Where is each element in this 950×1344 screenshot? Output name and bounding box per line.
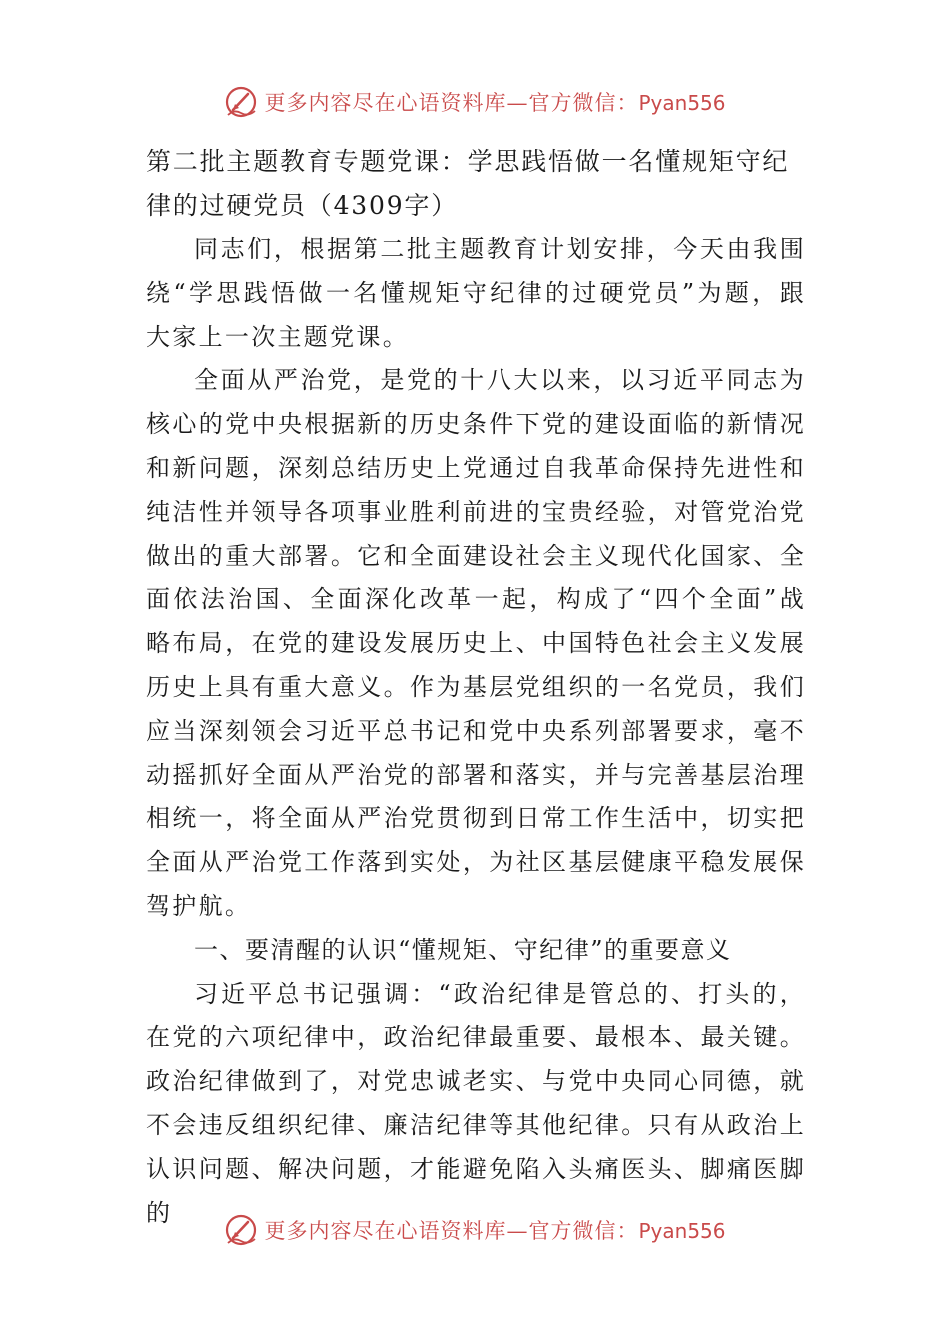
document-title: 第二批主题教育专题党课：学思践悟做一名懂规矩守纪律的过硬党员（4309字） bbox=[146, 147, 790, 220]
header-banner-wechat-id: Pyan556 bbox=[638, 91, 726, 115]
pen-circle-logo-icon bbox=[224, 85, 258, 119]
paragraph-after-heading: 习近平总书记强调：“政治纪律是管总的、打头的，在党的六项纪律中，政治纪律最重要、最根本、最关键。政治纪律做到了，对党忠诚老实、与党中央同心同德，就不会违反组织纪律、廉洁纪律等其他纪律。只有从政治上认识问题、解决问题，才能避免陷入头痛医头、脚痛医脚的 bbox=[146, 979, 806, 1227]
pen-circle-logo-icon bbox=[224, 1213, 258, 1247]
footer-banner-wechat-id: Pyan556 bbox=[638, 1219, 726, 1243]
section-heading: 一、要清醒的认识“懂规矩、守纪律”的重要意义 bbox=[194, 935, 732, 964]
paragraph-main: 全面从严治党，是党的十八大以来，以习近平同志为核心的党中央根据新的历史条件下党的建设面临的新情况和新问题，深刻总结历史上党通过自我革命保持先进性和纯洁性并领导各项事业胜利前进的宝贵经验，对管党治党做出的重大部署。它和全面建设社会主义现代化国家、全面依法治国、全面深化改革一起，构成了“四个全面”战略布局，在党的建设发展历史上、中国特色社会主义发展历史上具有重大意义。作为基层党组织的一名党员，我们应当深刻领会习近平总书记和党中央系列部署要求，毫不动摇抓好全面从严治党的部署和落实，并与完善基层治理相统一，将全面从严治党贯彻到日常工作生活中，切实把全面从严治党工作落到实处，为社区基层健康平稳发展保驾护航。 bbox=[146, 366, 806, 920]
header-banner-text bbox=[264, 87, 725, 117]
header-banner-cn: 更多内容尽在心语资料库—官方微信： bbox=[264, 91, 639, 115]
header-banner bbox=[0, 82, 950, 122]
paragraph-intro: 同志们，根据第二批主题教育计划安排，今天由我围绕“学思践悟做一名懂规矩守纪律的过硬党员”为题，跟大家上一次主题党课。 bbox=[146, 235, 806, 351]
footer-banner-cn: 更多内容尽在心语资料库—官方微信： bbox=[264, 1219, 639, 1243]
document-body bbox=[146, 140, 806, 1235]
footer-banner bbox=[0, 1210, 950, 1250]
footer-banner-text bbox=[264, 1215, 725, 1245]
